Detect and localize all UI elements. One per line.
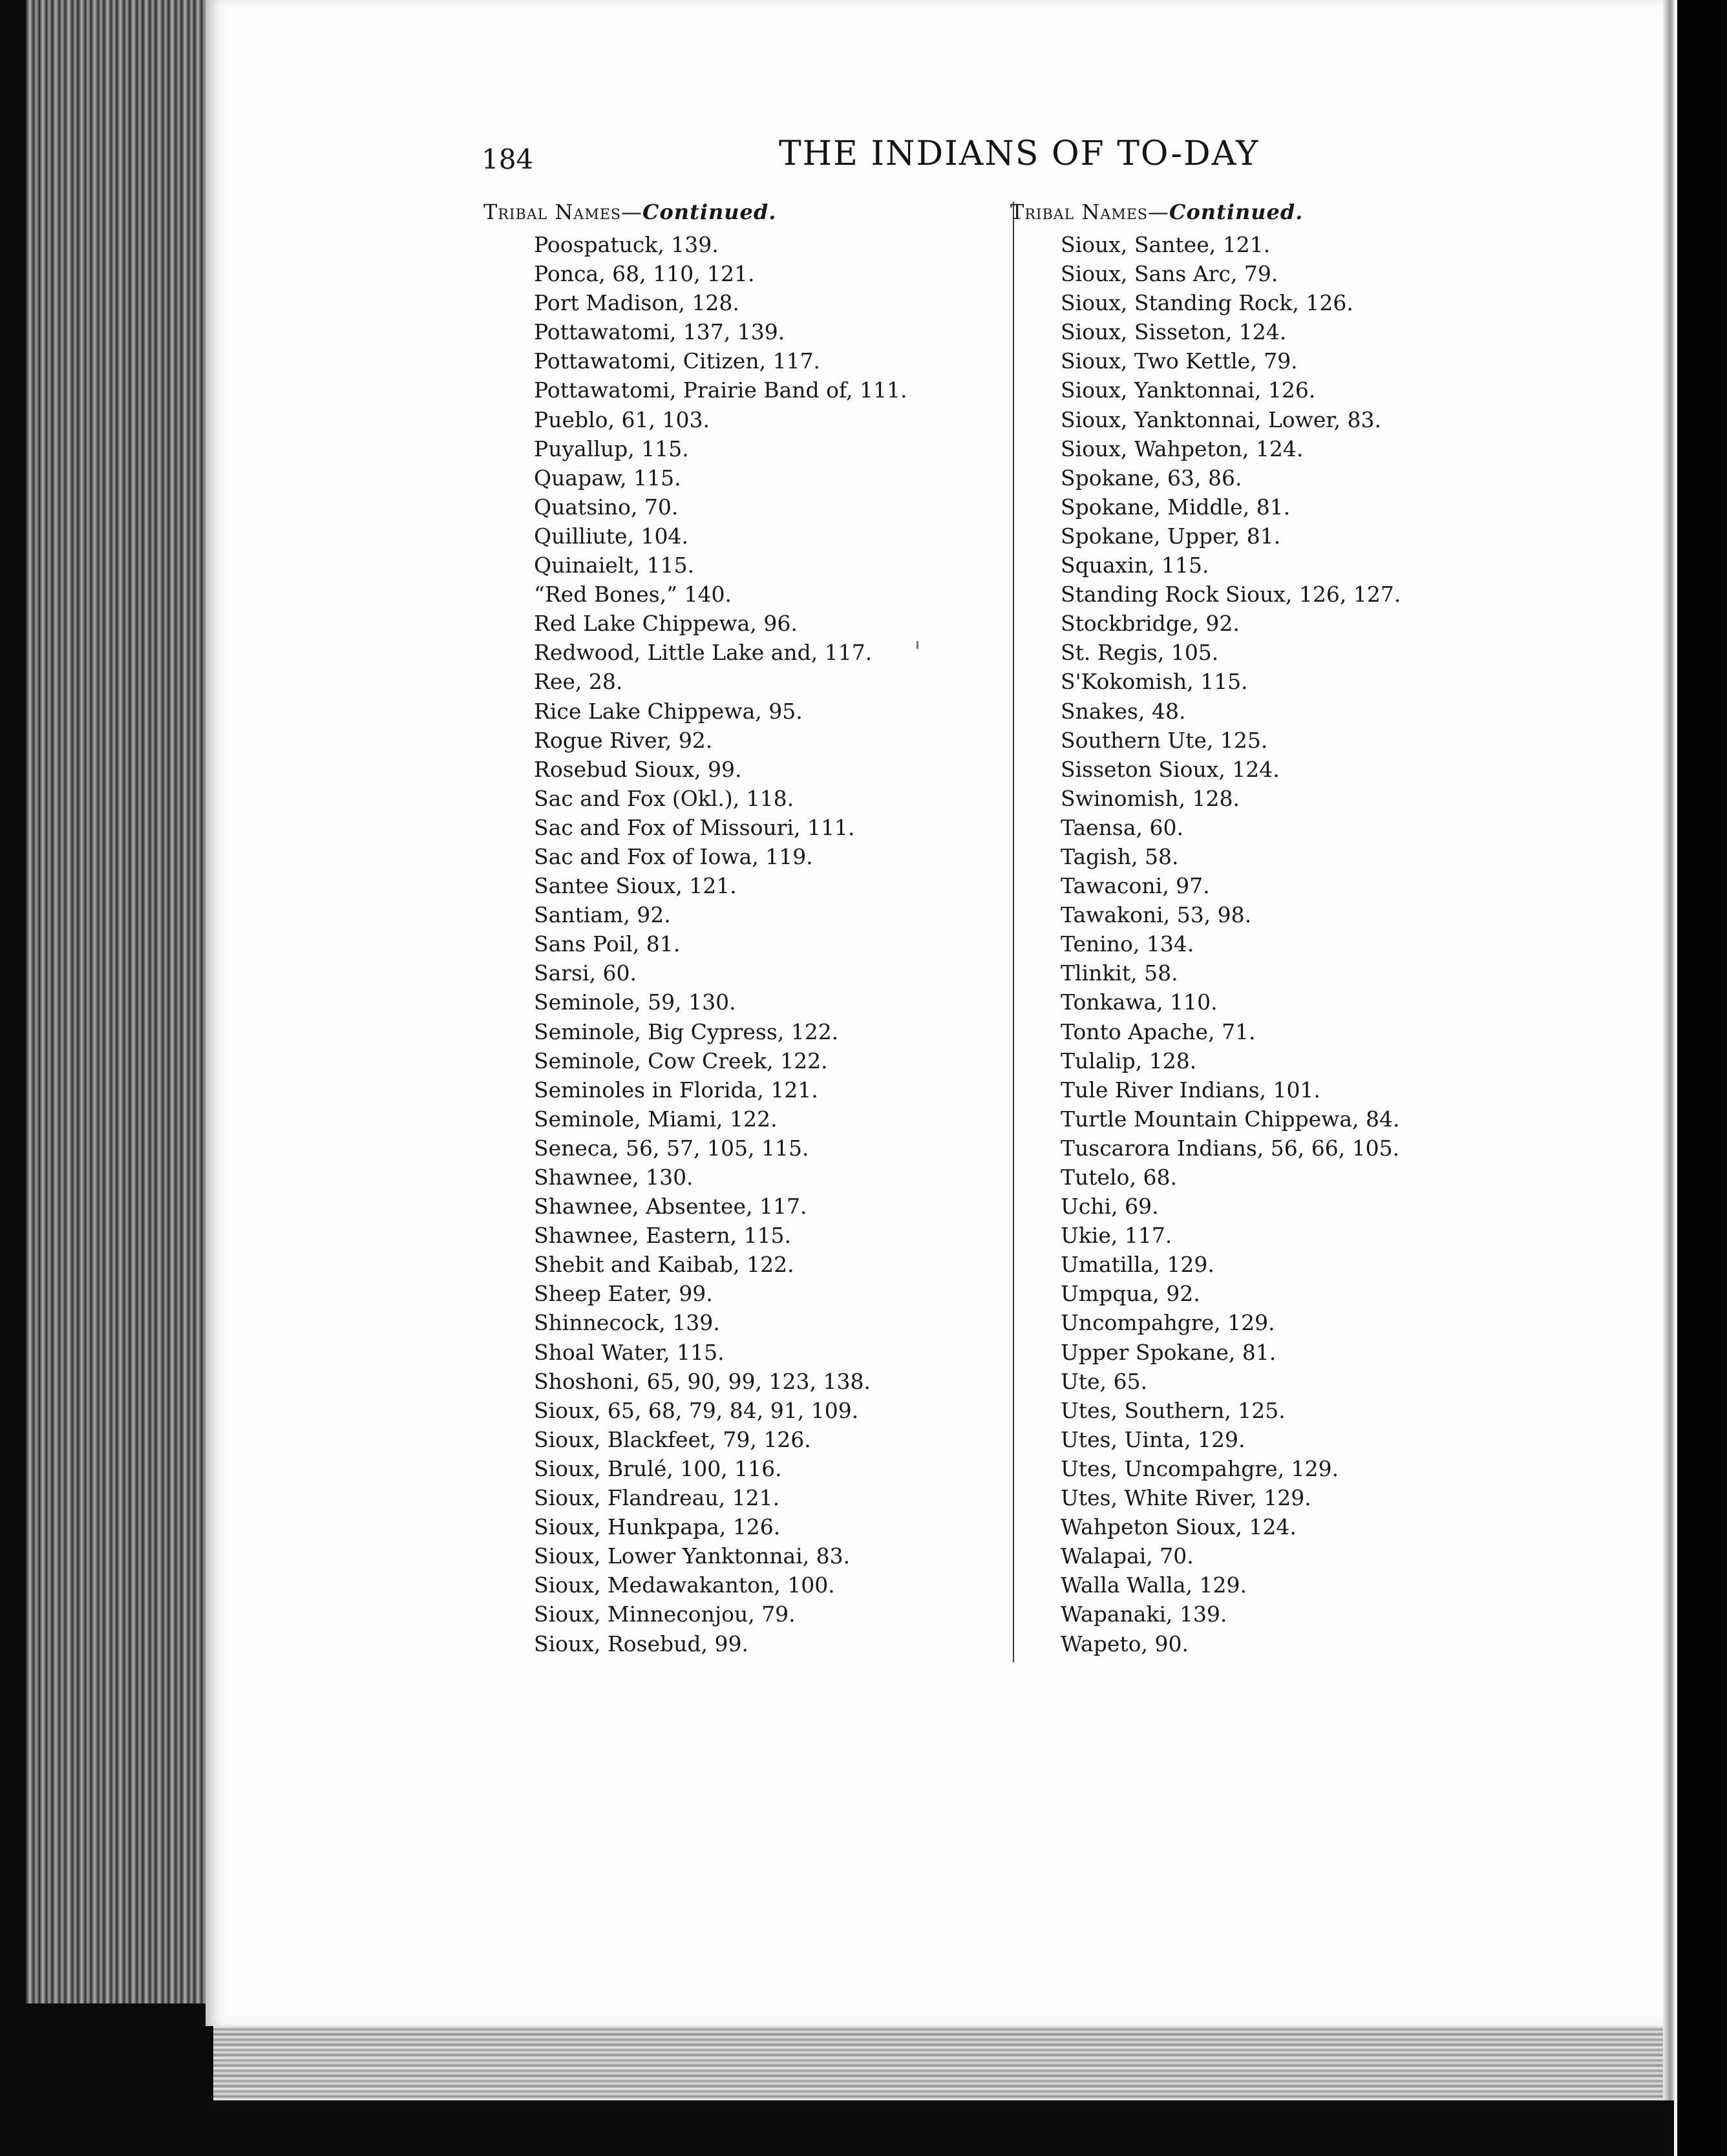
- index-entry: Ute, 65.: [1061, 1368, 1148, 1394]
- page-number: 184: [482, 143, 534, 175]
- index-entry: Quinaielt, 115.: [534, 553, 695, 578]
- index-entry: Sioux, Sisseton, 124.: [1061, 319, 1287, 345]
- index-entry: Uncompahgre, 129.: [1061, 1310, 1275, 1336]
- index-entry: Port Madison, 128.: [534, 290, 739, 316]
- index-entry: Sarsi, 60.: [534, 960, 637, 986]
- page-header: [482, 129, 1567, 181]
- index-entry: Sioux, 65, 68, 79, 84, 91, 109.: [534, 1397, 859, 1423]
- index-entry: Swinomish, 128.: [1061, 785, 1240, 811]
- index-entry: S'Kokomish, 115.: [1061, 669, 1248, 695]
- index-entry: Tonkawa, 110.: [1061, 989, 1218, 1015]
- index-entry: Rosebud Sioux, 99.: [534, 756, 742, 782]
- index-entry: Pottawatomi, Prairie Band of, 111.: [534, 377, 907, 403]
- index-entry: Walla Walla, 129.: [1061, 1572, 1247, 1598]
- index-column-right: [1010, 194, 1501, 1658]
- index-entry: Rogue River, 92.: [534, 727, 713, 753]
- index-entry: Shawnee, 130.: [534, 1165, 694, 1190]
- index-entry: Santee Sioux, 121.: [534, 873, 737, 899]
- heading-small-caps: Tribal Names: [1010, 200, 1148, 224]
- index-entry: Tenino, 134.: [1061, 931, 1194, 957]
- index-entry: Sac and Fox of Missouri, 111.: [534, 814, 855, 840]
- heading-continued: Continued.: [642, 200, 777, 224]
- index-entry: Tule River Indians, 101.: [1061, 1077, 1320, 1103]
- index-entry: Seminole, 59, 130.: [534, 989, 736, 1015]
- index-entry: Sioux, Two Kettle, 79.: [1061, 348, 1298, 374]
- index-entry: Tulalip, 128.: [1061, 1048, 1197, 1073]
- index-entry: Poospatuck, 139.: [534, 232, 719, 257]
- index-entry: Wapeto, 90.: [1061, 1631, 1189, 1656]
- index-entry: Seminole, Miami, 122.: [534, 1106, 778, 1132]
- index-entry: Ukie, 117.: [1061, 1223, 1172, 1249]
- heading-continued: Continued.: [1169, 200, 1304, 224]
- index-entry: Sioux, Yanktonnai, 126.: [1061, 377, 1316, 403]
- index-entry: Snakes, 48.: [1061, 698, 1186, 724]
- index-entry: Spokane, 63, 86.: [1061, 465, 1242, 491]
- index-entry: Shinnecock, 139.: [534, 1310, 720, 1336]
- index-entry: Tlinkit, 58.: [1061, 960, 1178, 986]
- index-entry: Sioux, Brulé, 100, 116.: [534, 1455, 782, 1481]
- index-entry: Seminole, Big Cypress, 122.: [534, 1019, 839, 1044]
- index-entry: Standing Rock Sioux, 126, 127.: [1061, 582, 1401, 608]
- index-entry: Sioux, Santee, 121.: [1061, 232, 1271, 257]
- index-entry: Tawaconi, 97.: [1061, 873, 1210, 899]
- index-entry: Sioux, Hunkpapa, 126.: [534, 1514, 781, 1540]
- index-column-left: [483, 194, 975, 1658]
- index-entry: Redwood, Little Lake and, 117.: [534, 640, 873, 666]
- index-entry: Spokane, Upper, 81.: [1061, 523, 1281, 549]
- index-entry: St. Regis, 105.: [1061, 640, 1219, 666]
- index-entry: Red Lake Chippewa, 96.: [534, 611, 798, 637]
- index-entry: Stockbridge, 92.: [1061, 611, 1240, 637]
- index-entry: Shawnee, Absentee, 117.: [534, 1194, 807, 1220]
- index-entry: Sioux, Medawakanton, 100.: [534, 1572, 835, 1598]
- index-entry: Pottawatomi, Citizen, 117.: [534, 348, 821, 374]
- index-entry: Wapanaki, 139.: [1061, 1601, 1227, 1627]
- print-speck: [916, 641, 918, 649]
- index-entry: Shoal Water, 115.: [534, 1339, 725, 1365]
- index-entry: Pottawatomi, 137, 139.: [534, 319, 785, 345]
- index-entry: Pueblo, 61, 103.: [534, 407, 710, 432]
- index-entry: Walapai, 70.: [1061, 1543, 1194, 1569]
- index-entry: Utes, Uncompahgre, 129.: [1061, 1455, 1339, 1481]
- heading-small-caps: Tribal Names: [483, 200, 621, 224]
- running-title: THE INDIANS OF TO-DAY: [779, 134, 1260, 173]
- index-entry: Upper Spokane, 81.: [1061, 1339, 1277, 1365]
- index-entry: Sioux, Wahpeton, 124.: [1061, 436, 1304, 461]
- index-entry: Seneca, 56, 57, 105, 115.: [534, 1135, 809, 1161]
- index-entry: Tuscarora Indians, 56, 66, 105.: [1061, 1135, 1400, 1161]
- index-entry: Santiam, 92.: [534, 902, 671, 928]
- index-entry: Sioux, Sans Arc, 79.: [1061, 261, 1278, 287]
- column-heading: [1010, 194, 1501, 230]
- index-entry: Quapaw, 115.: [534, 465, 681, 491]
- index-entry: Utes, White River, 129.: [1061, 1485, 1311, 1511]
- index-entry: Tagish, 58.: [1061, 843, 1179, 869]
- index-entry: Squaxin, 115.: [1061, 553, 1209, 578]
- index-entry: Quatsino, 70.: [534, 494, 679, 520]
- index-entry: Sioux, Yanktonnai, Lower, 83.: [1061, 407, 1382, 432]
- index-entry: Sioux, Lower Yanktonnai, 83.: [534, 1543, 851, 1569]
- index-entry: Umatilla, 129.: [1061, 1252, 1214, 1278]
- index-entry: Wahpeton Sioux, 124.: [1061, 1514, 1297, 1540]
- heading-dash: —: [1147, 200, 1169, 224]
- index-entry: Sheep Eater, 99.: [534, 1281, 713, 1307]
- index-entry: Uchi, 69.: [1061, 1194, 1159, 1220]
- index-entry: Shebit and Kaibab, 122.: [534, 1252, 794, 1278]
- index-entry: Sac and Fox of Iowa, 119.: [534, 843, 813, 869]
- index-entry: Southern Ute, 125.: [1061, 727, 1268, 753]
- index-entry-list: [1010, 230, 1501, 1658]
- index-entry: Shoshoni, 65, 90, 99, 123, 138.: [534, 1368, 871, 1394]
- book-page-edges-left: [26, 0, 207, 2003]
- index-entry-list: [483, 230, 975, 1658]
- column-heading: [483, 194, 975, 230]
- index-entry: Ponca, 68, 110, 121.: [534, 261, 755, 287]
- index-entry: Utes, Uinta, 129.: [1061, 1426, 1245, 1452]
- index-entry: Sac and Fox (Okl.), 118.: [534, 785, 794, 811]
- index-entry: Sioux, Rosebud, 99.: [534, 1631, 749, 1656]
- index-entry: Sans Poil, 81.: [534, 931, 681, 957]
- index-entry: Tutelo, 68.: [1061, 1165, 1177, 1190]
- index-entry: Puyallup, 115.: [534, 436, 689, 461]
- index-entry: Shawnee, Eastern, 115.: [534, 1223, 792, 1249]
- index-entry: Seminoles in Florida, 121.: [534, 1077, 818, 1103]
- index-entry: Taensa, 60.: [1061, 814, 1183, 840]
- index-entry: Tawakoni, 53, 98.: [1061, 902, 1252, 928]
- index-entry: Tonto Apache, 71.: [1061, 1019, 1256, 1044]
- index-entry: Sioux, Blackfeet, 79, 126.: [534, 1426, 811, 1452]
- index-entry: Sioux, Flandreau, 121.: [534, 1485, 780, 1511]
- index-entry: Seminole, Cow Creek, 122.: [534, 1048, 828, 1073]
- heading-dash: —: [620, 200, 642, 224]
- index-entry: Quilliute, 104.: [534, 523, 689, 549]
- index-entry: Sioux, Minneconjou, 79.: [534, 1601, 796, 1627]
- scan-background-right: [1677, 0, 1727, 2156]
- index-entry: Ree, 28.: [534, 669, 623, 695]
- index-entry: Sioux, Standing Rock, 126.: [1061, 290, 1353, 316]
- index-entry: Sisseton Sioux, 124.: [1061, 756, 1280, 782]
- index-entry: Spokane, Middle, 81.: [1061, 494, 1291, 520]
- index-entry: Utes, Southern, 125.: [1061, 1397, 1286, 1423]
- index-entry: Rice Lake Chippewa, 95.: [534, 698, 803, 724]
- index-entry: Turtle Mountain Chippewa, 84.: [1061, 1106, 1400, 1132]
- index-entry: Umpqua, 92.: [1061, 1281, 1200, 1307]
- index-entry: “Red Bones,” 140.: [534, 582, 732, 608]
